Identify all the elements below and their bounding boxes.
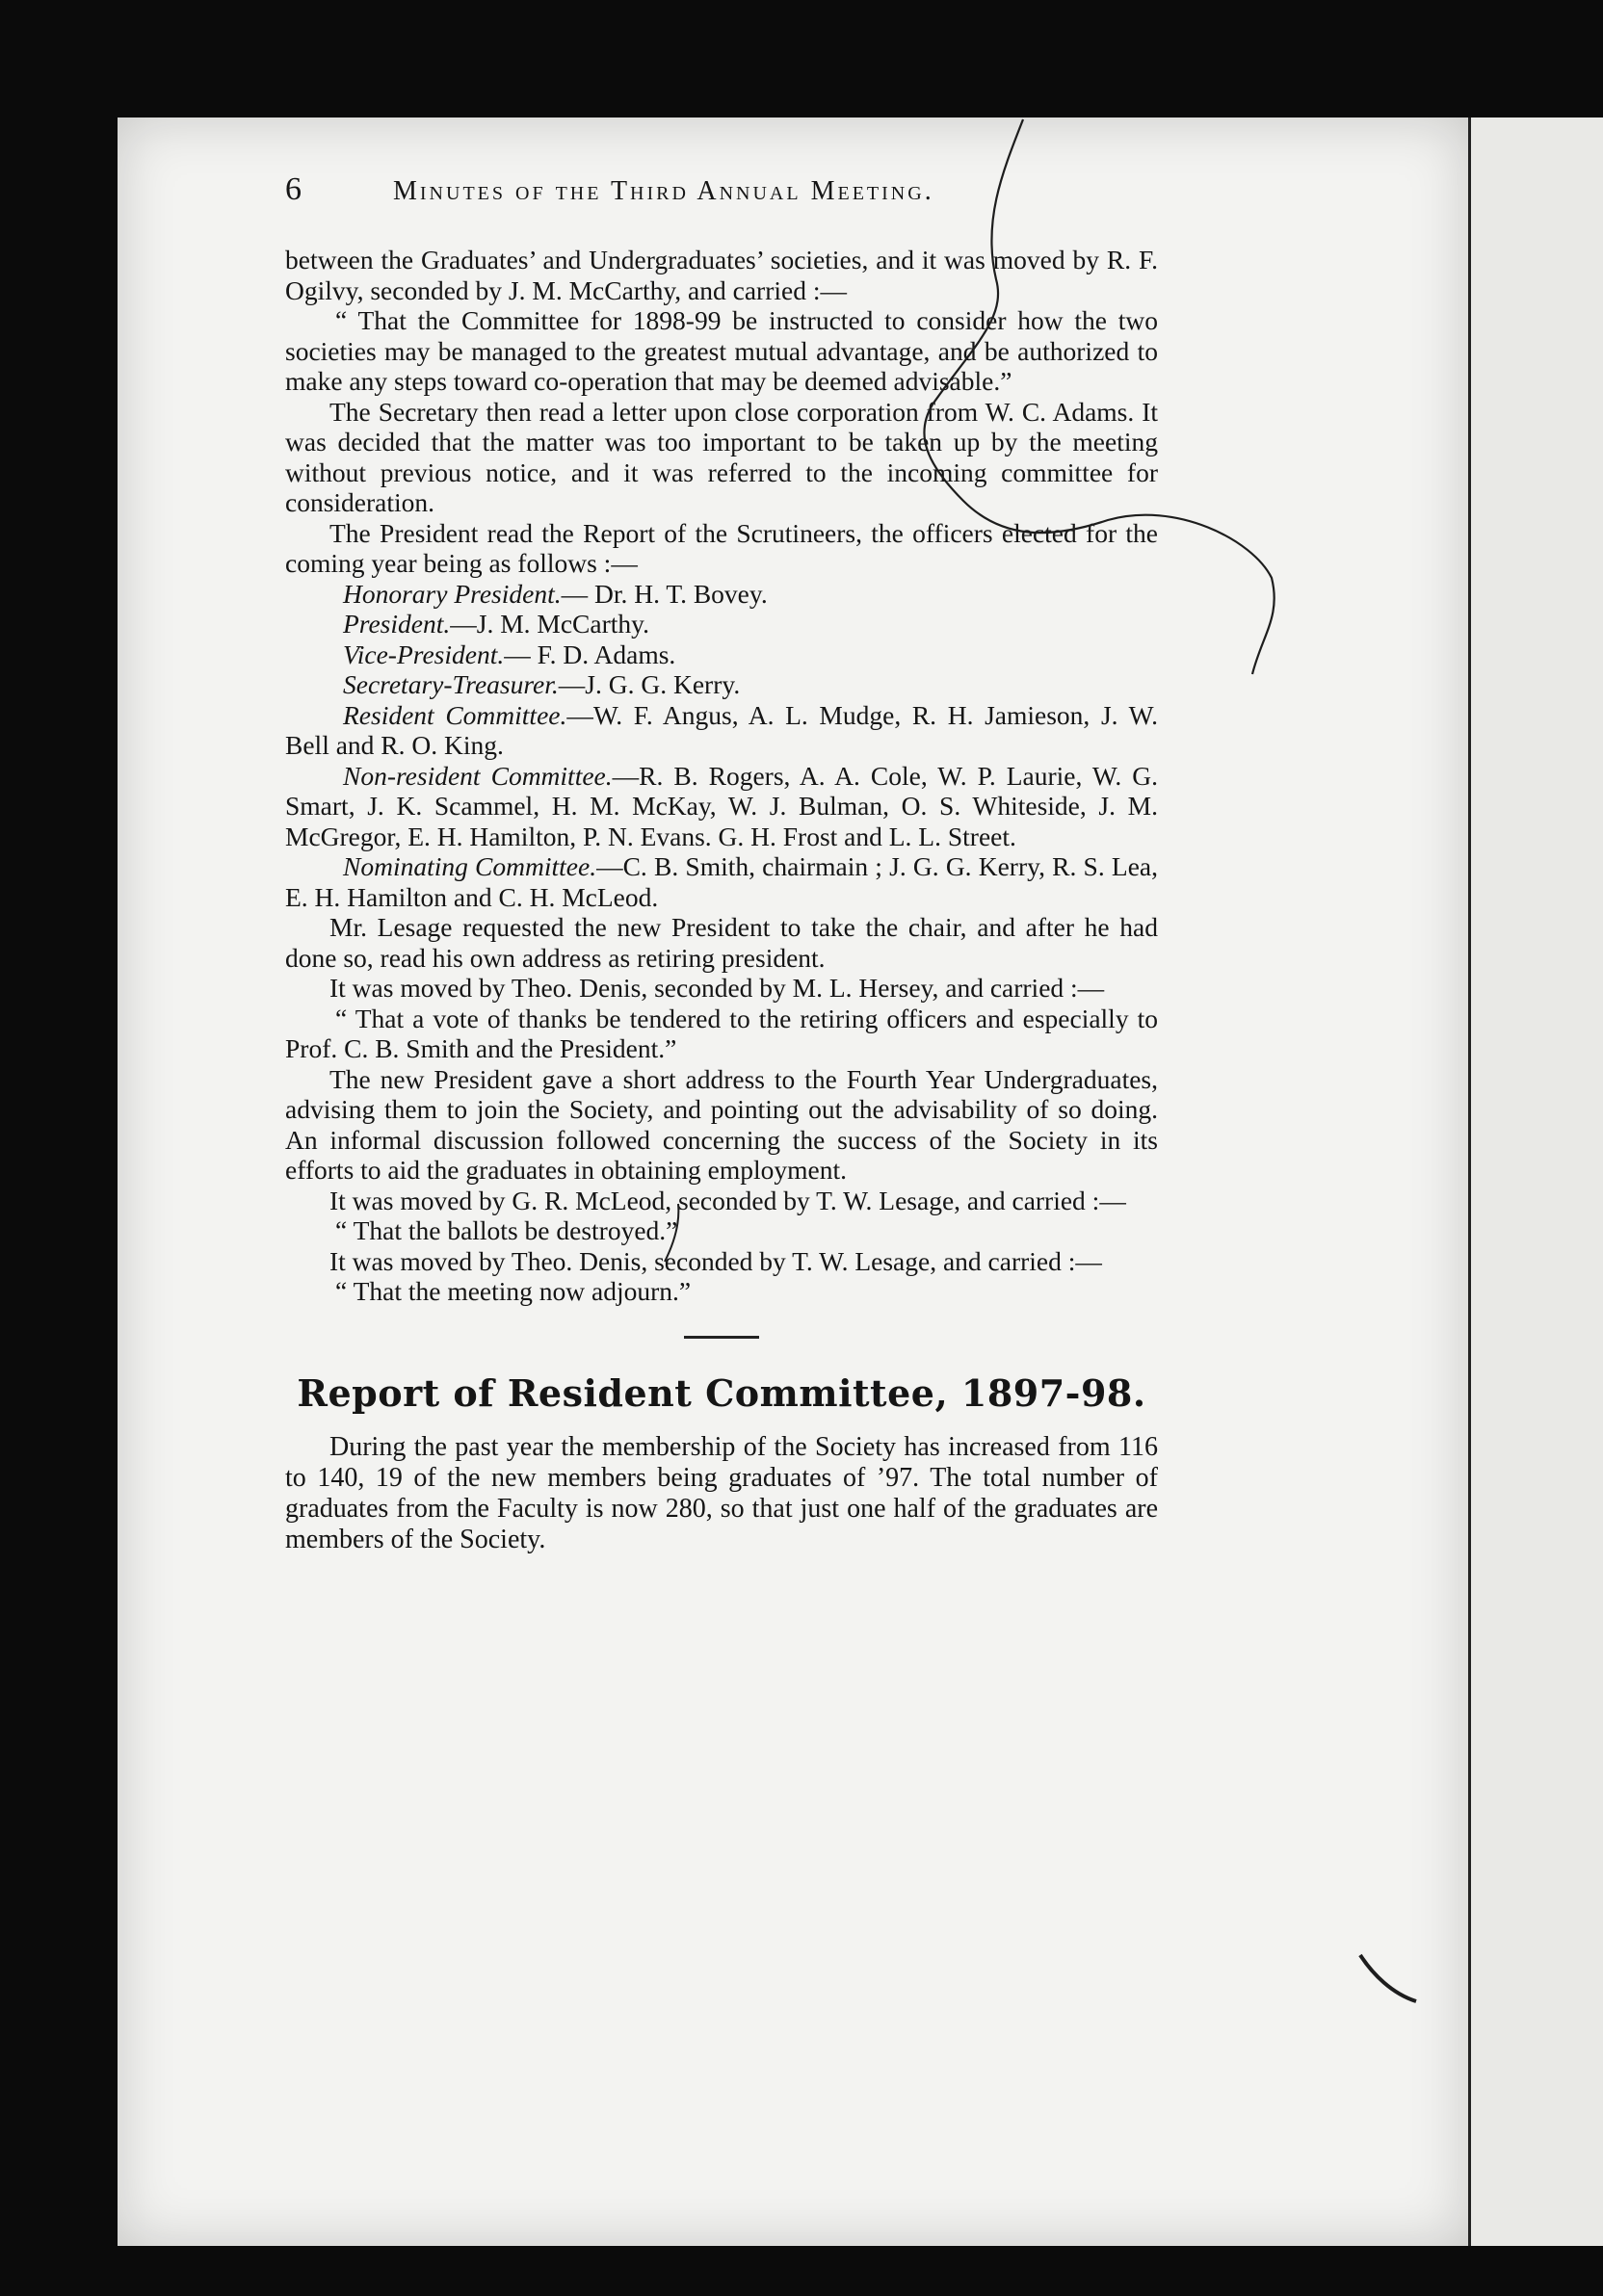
page-number: 6 [285, 171, 302, 207]
report-body: During the past year the membership of the Society has increased from 116 to 140, 19 of the new members being graduates of ’97. The total number of graduates from the Faculty is now 280, so that just one half of the graduates are members of the Society. [285, 1431, 1158, 1554]
officer-role: Non-resident Committee. [343, 760, 613, 791]
running-head [285, 171, 1158, 208]
running-title: Minutes of the Third Annual Meeting. [393, 176, 934, 206]
officer-names: —W. F. Angus, A. L. Mudge, R. H. Jamieson, J. W. Bell and R. O. King. [285, 699, 1158, 760]
resolution-quote: “ That the Committee for 1898-99 be instructed to consider how the two societies may be managed to the greatest mutual advantage, and be authorized to make any steps toward co-operation that may be deemed advisable.” [285, 305, 1158, 396]
officer-names: —R. B. Rogers, A. A. Cole, W. P. Laurie, W. G. Smart, J. K. Scammel, H. M. McKay, W. J. Bulman, O. S. Whiteside, J. M. McGregor, E. H. Hamilton, P. N. Evans. G. H. Frost and L. L. Street. [285, 760, 1158, 851]
officer-entry [285, 761, 1158, 852]
officer-entry [285, 669, 1158, 700]
officer-names: —J. G. G. Kerry. [558, 669, 741, 699]
paragraph-scrutineers: The President read the Report of the Scrutineers, the officers elected for the coming year being as follows :— [285, 517, 1158, 578]
officer-entry [285, 851, 1158, 912]
officer-role: Honorary President. [343, 578, 562, 609]
officer-role: Resident Committee. [343, 699, 567, 730]
paragraph-motion: It was moved by G. R. McLeod, seconded by T. W. Lesage, and carried :— [329, 1185, 1126, 1215]
officer-names: — Dr. H. T. Bovey. [561, 578, 768, 609]
paragraph-secretary-letter: The Secretary then read a letter upon close corporation from W. C. Adams. It was decided that the matter was too important to be taken up by the meeting without previous notice, and it was referred to the incoming committee for consideration. [285, 396, 1158, 517]
paragraph-lesage: Mr. Lesage requested the new President to take the chair, and after he had done so, read his own address as retiring president. [285, 912, 1158, 973]
officer-role: Nominating Committee. [343, 851, 597, 881]
officer-names: — F. D. Adams. [504, 639, 676, 669]
officer-role: President. [343, 609, 451, 639]
resolution-quote: “ That the meeting now adjourn.” [335, 1276, 692, 1306]
resolution-quote: “ That the ballots be destroyed.” [335, 1215, 678, 1245]
officer-role: Vice-President. [343, 639, 505, 669]
paragraph-new-president: The new President gave a short address to the Fourth Year Undergraduates, advising them to join the Society, and pointing out the advisability of so doing. An informal discussion followed concerning the success of the Society in its efforts to aid the graduates in obtaining employment. [285, 1063, 1158, 1185]
paragraph-continuation: between the Graduates’ and Undergraduates’ societies, and it was moved by R. F. Ogilvy, seconded by J. M. McCarthy, and carried :— [285, 245, 1158, 305]
officer-entry [285, 579, 1158, 610]
officer-names: —J. M. McCarthy. [450, 609, 649, 639]
officer-entry [285, 609, 1158, 639]
page-text [285, 171, 1158, 1555]
officer-role: Secretary-Treasurer. [343, 669, 559, 699]
paragraph-motion: It was moved by Theo. Denis, seconded by M. L. Hersey, and carried :— [329, 973, 1105, 1003]
officer-entry [285, 639, 1158, 670]
section-divider [684, 1336, 759, 1339]
resolution-quote: “ That a vote of thanks be tendered to the retiring officers and especially to Prof. C. B. Smith and the President.” [285, 1003, 1158, 1063]
adjacent-page-edge [1468, 117, 1603, 2246]
officer-names: —C. B. Smith, chairmain ; J. G. G. Kerry, R. S. Lea, E. H. Hamilton and C. H. McLeod. [285, 851, 1158, 912]
report-heading: Report of Resident Committee, 1897-98. [297, 1370, 1146, 1415]
officer-entry [285, 700, 1158, 761]
officers-list [285, 579, 1158, 913]
paragraph-motion: It was moved by Theo. Denis, seconded by T. W. Lesage, and carried :— [329, 1245, 1102, 1276]
